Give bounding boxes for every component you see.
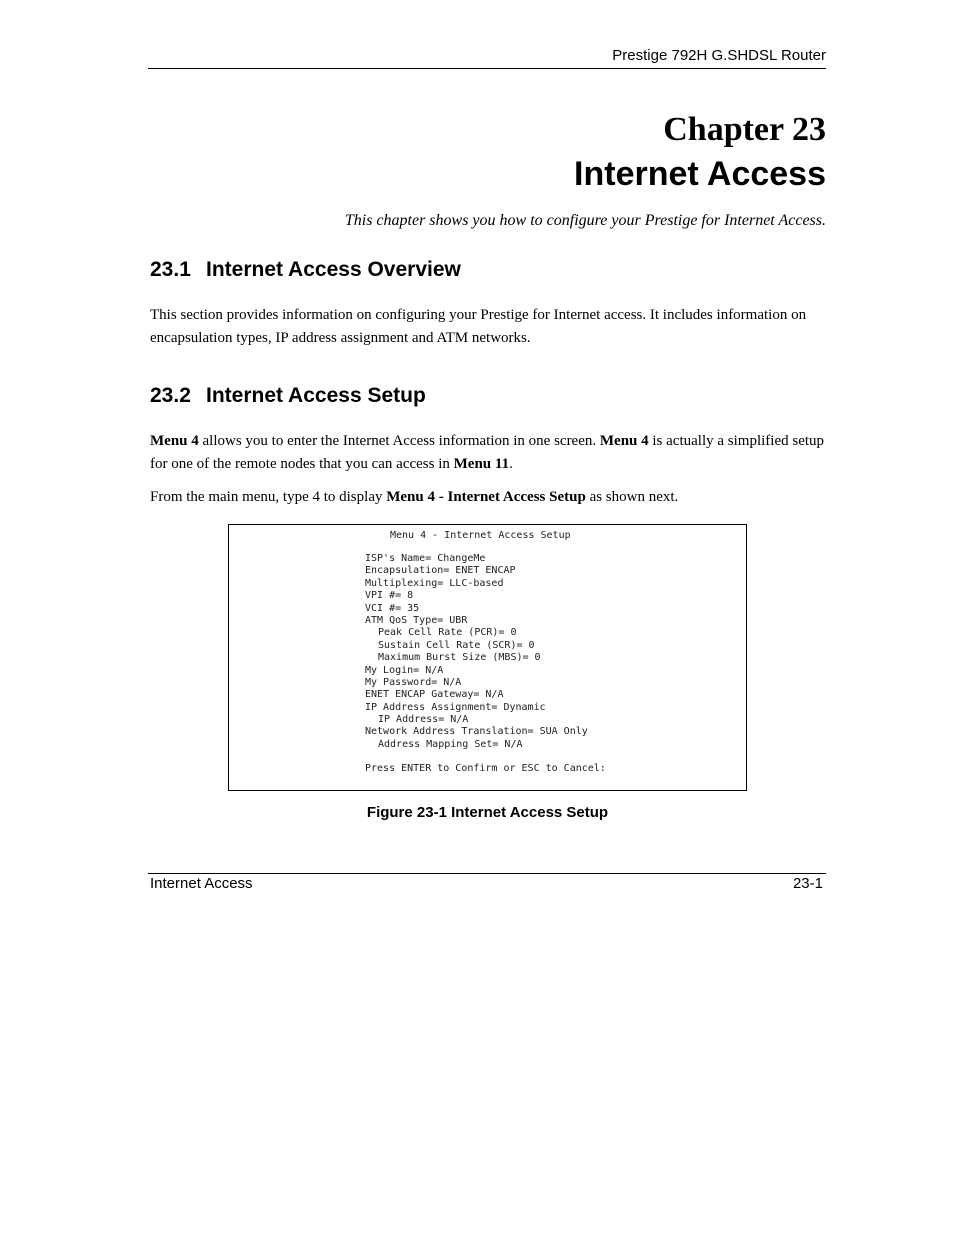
screen-field-line: ENET ENCAP Gateway= N/A [365, 689, 504, 701]
menu-ref: Menu 4 [599, 433, 649, 449]
text-run: . [509, 456, 513, 472]
screen-field-line: ATM QoS Type= UBR [365, 614, 468, 626]
footer-rule [148, 873, 826, 874]
text-run: as shown next. [585, 489, 679, 505]
menu-ref: Menu 4 [150, 433, 199, 449]
screen-field-line: Address Mapping Set= N/A [378, 738, 523, 750]
screen-field-line: My Login= N/A [365, 664, 444, 676]
setup-paragraph-1 [150, 430, 830, 476]
screen-prompt: Press ENTER to Confirm or ESC to Cancel: [365, 763, 606, 774]
screen-field-line: My Password= N/A [365, 676, 462, 688]
header-rule [148, 68, 826, 69]
chapter-intro: This chapter shows you how to configure your Prestige for Internet Access. [344, 212, 826, 229]
screen-field-line: VPI #= 8 [365, 590, 414, 602]
footer-chapter: Internet Access [150, 875, 253, 892]
screen-title: Menu 4 - Internet Access Setup [390, 530, 571, 541]
screen-field-line: Network Address Translation= SUA Only [365, 726, 588, 738]
section-heading-setup [150, 384, 426, 408]
screen-field-line: Sustain Cell Rate (SCR)= 0 [378, 639, 535, 651]
screen-field-line: ISP's Name= ChangeMe [365, 553, 486, 564]
section-heading-overview [150, 258, 461, 282]
chapter-title: Internet Access [574, 155, 826, 193]
overview-paragraph: This section provides information on configuring your Prestige for Internet access. It includes information on encapsulation types, IP address assignment and ATM networks. [150, 307, 807, 346]
menu-ref: Menu 4 - Internet Access Setup [386, 489, 586, 505]
screen-field-line: Encapsulation= ENET ENCAP [365, 565, 516, 577]
text-run: From the main menu, type 4 to display [150, 489, 387, 505]
screen-field-line: IP Address= N/A [378, 714, 469, 726]
chapter-number: Chapter 23 [663, 111, 826, 148]
screen-field-line: Peak Cell Rate (PCR)= 0 [378, 627, 517, 639]
setup-paragraph-2 [150, 486, 830, 509]
section-title: Internet Access Overview [206, 258, 461, 281]
figure-caption: Figure 23-1 Internet Access Setup [366, 804, 609, 821]
running-header: Prestige 792H G.SHDSL Router [612, 47, 826, 64]
footer-page-number: 23-1 [792, 875, 823, 892]
text-run: allows you to enter the Internet Access information in one screen. [198, 433, 600, 449]
menu-screen-figure [228, 524, 747, 791]
screen-fields [365, 553, 588, 751]
section-number: 23.1 [150, 258, 191, 281]
text-run: is actually a simplified setup for one of the remote nodes that you can access in [150, 433, 825, 472]
screen-field-line: VCI #= 35 [365, 602, 420, 614]
screen-field-line: Maximum Burst Size (MBS)= 0 [378, 652, 541, 664]
section-title: Internet Access Setup [206, 384, 426, 407]
section-number: 23.2 [150, 384, 191, 407]
menu-ref: Menu 11 [453, 456, 510, 472]
screen-field-line: IP Address Assignment= Dynamic [365, 701, 546, 713]
screen-field-line: Multiplexing= LLC-based [365, 577, 504, 589]
